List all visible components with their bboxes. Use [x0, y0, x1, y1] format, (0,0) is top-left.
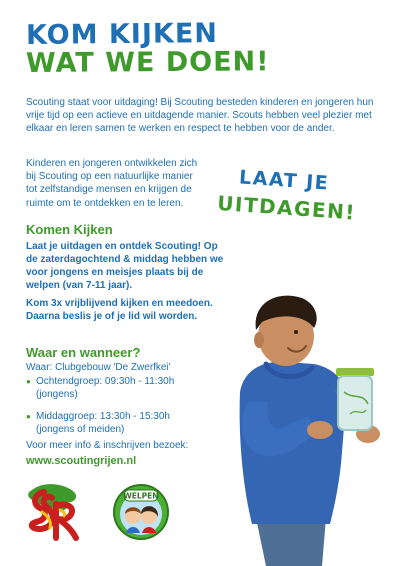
schedule-audience: (jongens) [36, 389, 78, 400]
komen-kijken-paragraph-1: Laat je uitdagen en ontdek Scouting! Op de zaterdagochtend & middag hebben we voor jongens en meisjes plaats bij de welpen (van 7-11 jaar). [26, 241, 224, 291]
headline-line-2: WAT WE DOEN! [25, 46, 270, 79]
schedule-list [26, 375, 216, 445]
scouting-rijen-logo [22, 482, 84, 542]
welpen-badge [112, 483, 170, 541]
waar-en-wanneer-heading: Waar en wanneer? [26, 345, 141, 360]
komen-kijken-paragraph-2: Kom 3x vrijblijvend kijken en meedoen. Daarna beslis je of je lid wil worden. [26, 298, 213, 322]
schedule-audience: (jongens of meiden) [36, 424, 125, 435]
schedule-time: ● Ochtendgroep: 09:30h - 11:30h [36, 376, 175, 387]
schedule-item-afternoon [26, 410, 216, 436]
info-text: Voor meer info & inschrijven bezoek: [26, 440, 189, 451]
intro-paragraph-2: Kinderen en jongeren ontwikkelen zich bij Scouting op een natuurlijke manier tot zelfstandige mensen en krijgen de ruimte om te ontdekken en te leren. [26, 158, 198, 209]
schedule-item-morning [26, 375, 216, 401]
location-text: Waar: Clubgebouw 'De Zwerfkei' [26, 362, 171, 373]
headline-line-1: KOM KIJKEN [25, 17, 219, 51]
website-link[interactable]: www.scoutingrijen.nl [26, 455, 137, 467]
komen-kijken-heading: Komen Kijken [26, 222, 113, 237]
schedule-time: ● Middaggroep: 13:30h - 15:30h [36, 411, 170, 422]
intro-paragraph-1: Scouting staat voor uitdaging! Bij Scouting besteden kinderen en jongeren hun vrije tijd op een actieve en uitdagende manier. Scouts hebben veel plezier met elkaar en leren samen te werken en respect te hebben voor de ander. [26, 97, 374, 135]
slogan-line-1: LAAT JE [238, 166, 330, 195]
challenge-slogan [217, 165, 390, 227]
boy-with-jar-photo [222, 282, 400, 566]
slogan-line-2: UITDAGEN! [216, 190, 357, 225]
headline [25, 17, 270, 79]
welpen-badge-text: WELPEN [123, 491, 159, 501]
